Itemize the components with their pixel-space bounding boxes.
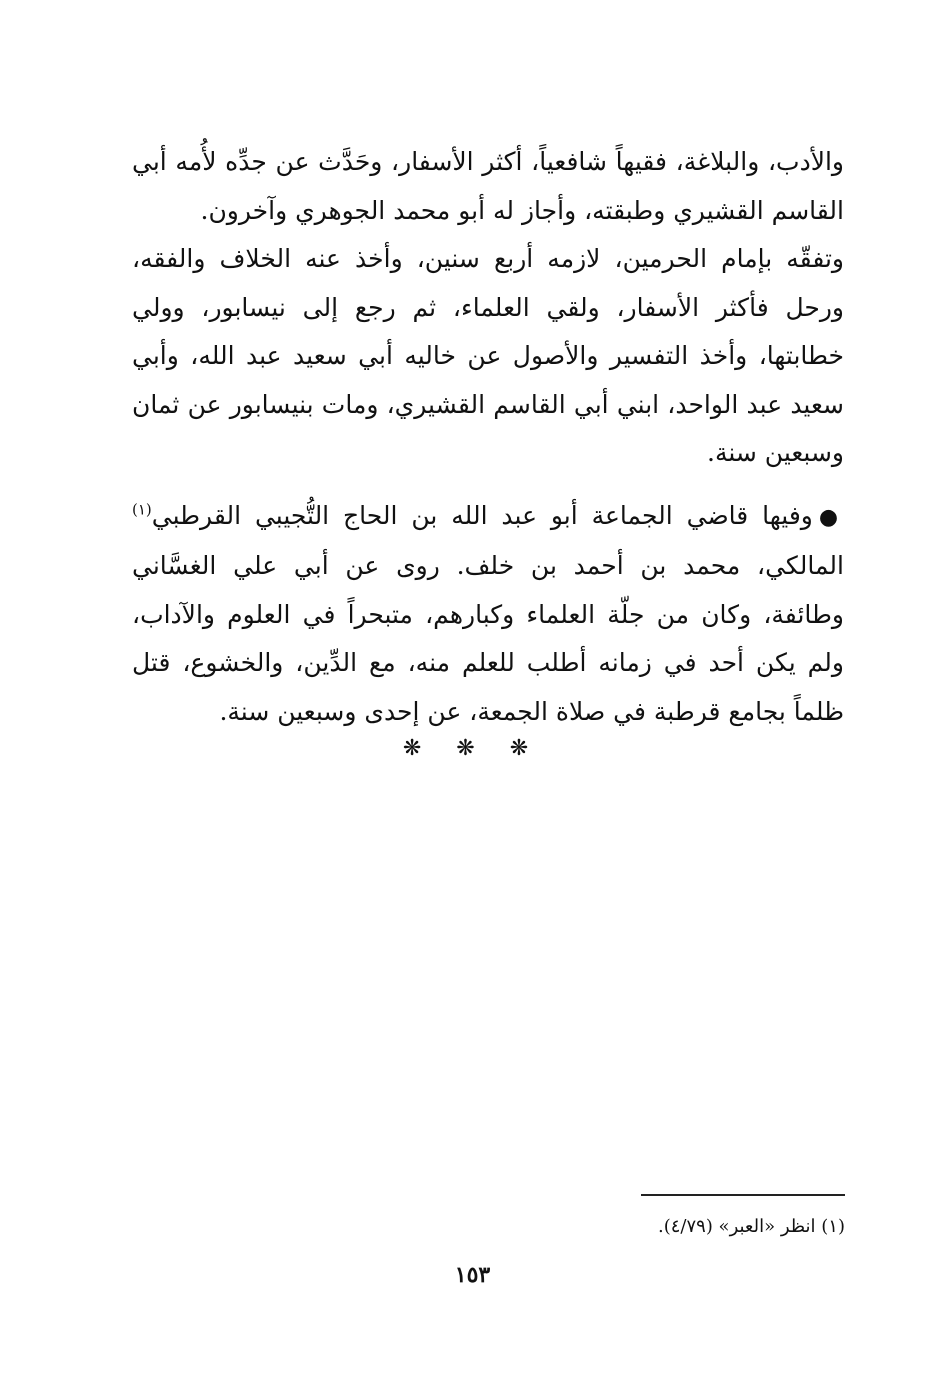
- section-separator: ❋ ❋ ❋: [402, 736, 543, 761]
- main-text: [132, 138, 844, 736]
- footnote-reference[interactable]: (١): [132, 500, 152, 519]
- footnote: (١) انظر «العبر» (٤/٧٩).: [657, 1216, 845, 1237]
- paragraph-2: وتفقّه بإمام الحرمين، لازمه أربع سنين، وأخذ عنه الخلاف والفقه، ورحل فأكثر الأسفار، ولقي العلماء، ثم رجع إلى نيسابور، وولي خطابتها، وأخذ التفسير والأصول عن خاليه أبي سعيد عبد الله، وأبي سعيد عبد الواحد، ابني أبي القاسم القشيري، ومات بنيسابور عن ثمان وسبعين سنة.: [132, 244, 844, 467]
- paragraph-3: [132, 492, 844, 737]
- paragraph-3-lead: وفيها قاضي الجماعة أبو عبد الله بن الحاج التُّجيبي القرطبي: [151, 500, 813, 530]
- page-number: ١٥٣: [454, 1262, 491, 1288]
- footnote-divider: [641, 1194, 845, 1196]
- bullet-icon: ●: [818, 504, 844, 530]
- paragraph-1: والأدب، والبلاغة، فقيهاً شافعياً، أكثر الأسفار، وحَدَّث عن جدِّه لأُمه أبي القاسم القشيري وطبقته، وأجاز له أبو محمد الجوهري وآخرون.: [132, 147, 844, 225]
- paragraph-3-rest: المالكي، محمد بن أحمد بن خلف. روى عن أبي علي الغسَّاني وطائفة، وكان من جلّة العلماء وكبارهم، متبحراً في العلوم والآداب، ولم يكن أحد في زمانه أطلب للعلم منه، مع الدِّين، والخشوع، قتل ظلماً بجامع قرطبة في صلاة الجمعة، عن إحدى وسبعين سنة.: [132, 551, 844, 726]
